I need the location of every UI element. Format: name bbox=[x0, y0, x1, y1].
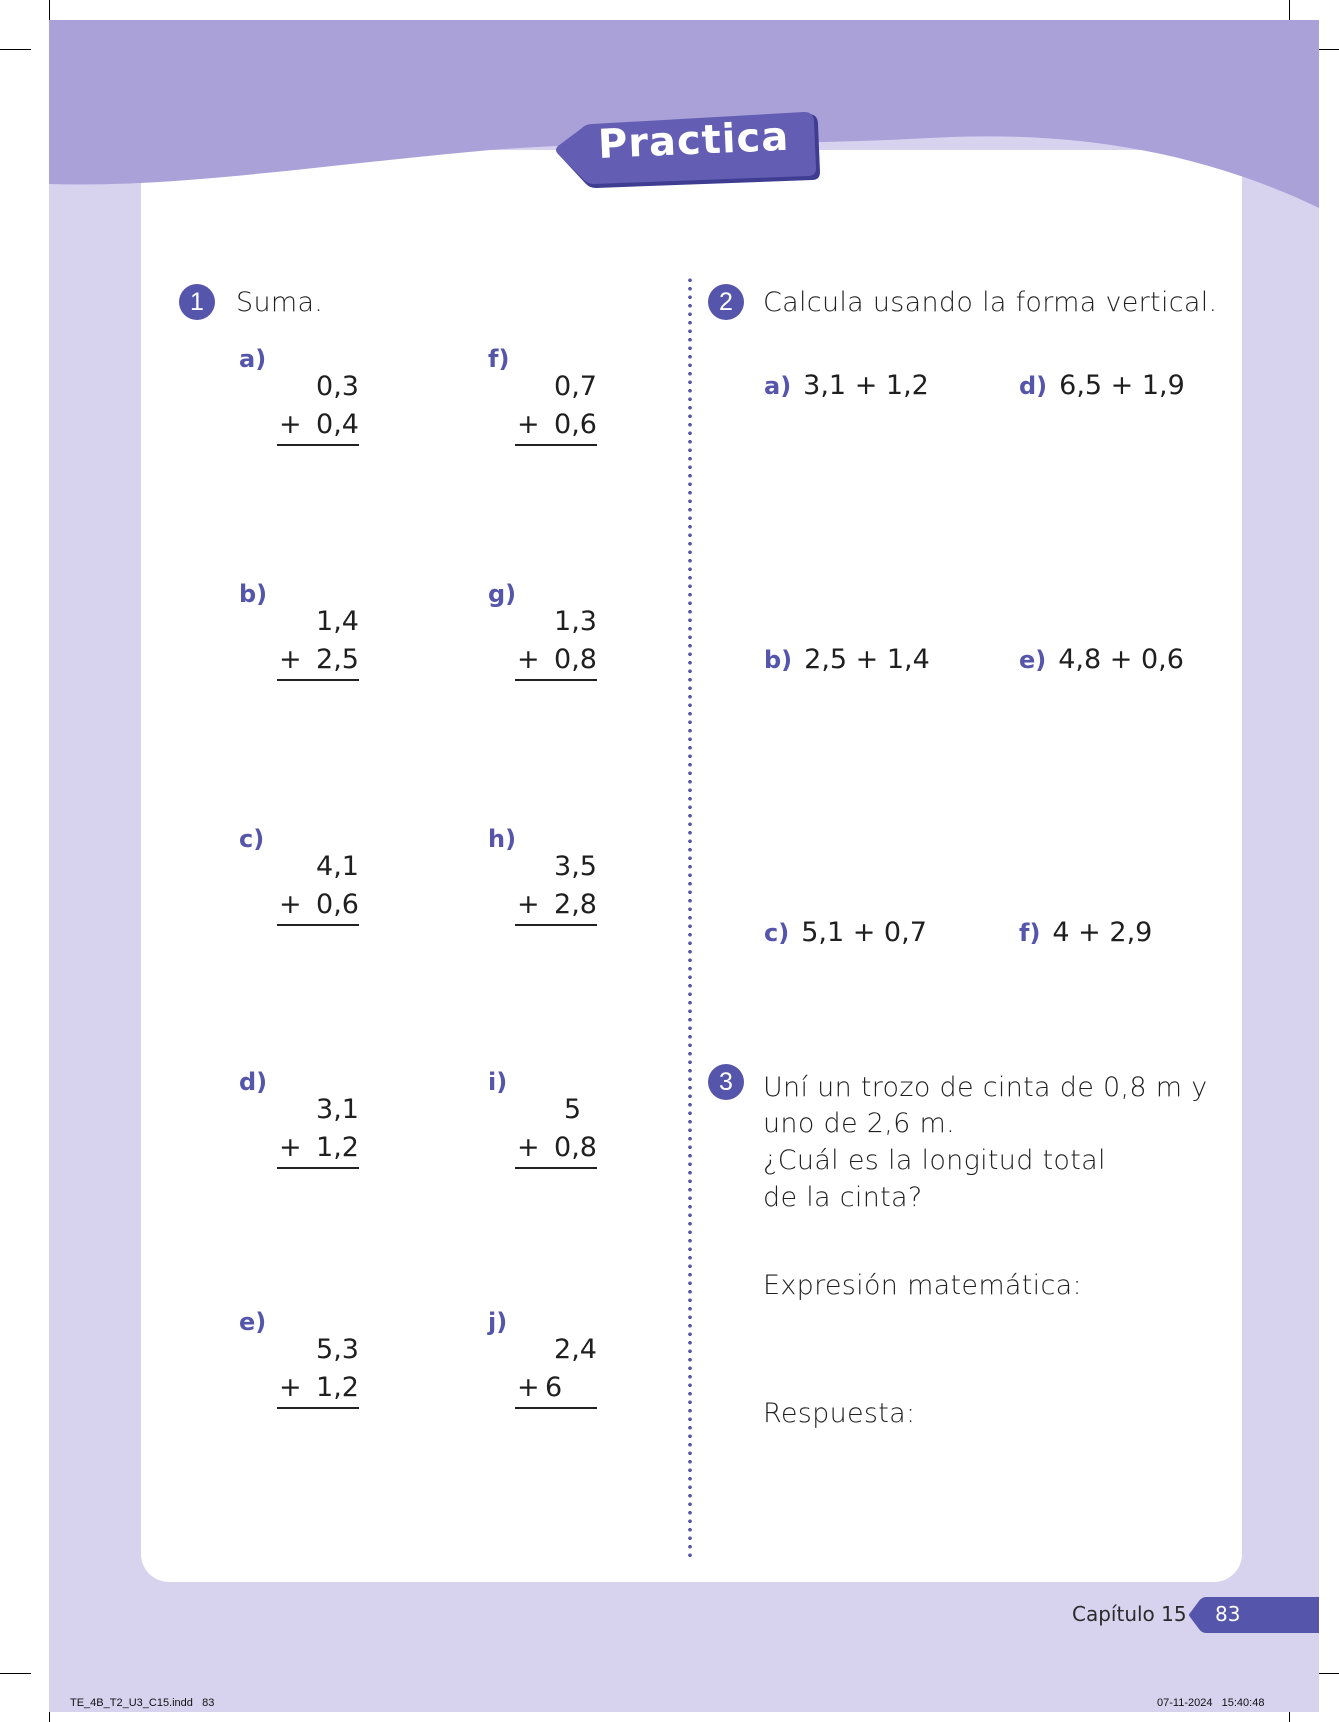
addend-bottom: 0,6 bbox=[554, 409, 597, 440]
exercise-number-badge: 3 bbox=[708, 1064, 744, 1100]
addend-bottom-row bbox=[277, 1129, 359, 1169]
plus-sign: + bbox=[279, 889, 302, 920]
exercise-item bbox=[1019, 644, 1184, 675]
item-label: a) bbox=[764, 372, 792, 400]
plus-sign: + bbox=[517, 409, 540, 440]
problem-line: ¿Cuál es la longitud total bbox=[763, 1145, 1106, 1176]
exercise-item bbox=[1019, 370, 1185, 401]
item-label: i) bbox=[488, 1068, 508, 1096]
addend-top: 2,4 bbox=[554, 1334, 597, 1365]
plus-sign: + bbox=[279, 644, 302, 675]
crop-mark bbox=[0, 49, 31, 50]
section-title: Practica bbox=[596, 113, 791, 168]
addend-bottom: 0,8 bbox=[554, 644, 597, 675]
problem-line: de la cinta? bbox=[763, 1182, 923, 1213]
item-label: e) bbox=[1019, 646, 1047, 674]
addend-top: 1,3 bbox=[554, 606, 597, 637]
exercise-prompt: Suma. bbox=[236, 287, 324, 318]
addend-bottom-row bbox=[277, 641, 359, 681]
addend-bottom: 0,8 bbox=[554, 1132, 597, 1163]
addend-bottom: 1,2 bbox=[316, 1372, 359, 1403]
addend-bottom: 2,8 bbox=[554, 889, 597, 920]
addend-top: 0,7 bbox=[554, 371, 597, 402]
problem-line: Uní un trozo de cinta de 0,8 m y bbox=[763, 1072, 1208, 1103]
item-label: b) bbox=[764, 646, 793, 674]
addend-top: 3,1 bbox=[316, 1094, 359, 1125]
chapter-label: Capítulo 15 bbox=[1072, 1602, 1187, 1626]
crop-mark bbox=[0, 1673, 31, 1674]
vertical-addition bbox=[277, 603, 359, 681]
problem-line: uno de 2,6 m. bbox=[763, 1108, 955, 1139]
plus-sign: + bbox=[517, 889, 540, 920]
addend-top: 5,3 bbox=[316, 1334, 359, 1365]
item-expression: 4 + 2,9 bbox=[1052, 917, 1153, 948]
plus-sign: + bbox=[279, 1372, 302, 1403]
item-label: d) bbox=[239, 1068, 268, 1096]
exercise-number-badge: 2 bbox=[708, 284, 744, 320]
addend-bottom-row bbox=[277, 886, 359, 926]
plus-sign: + bbox=[517, 1132, 540, 1163]
plus-sign: + bbox=[517, 1372, 540, 1403]
plus-sign: + bbox=[279, 1132, 302, 1163]
addend-bottom: 0,6 bbox=[316, 889, 359, 920]
vertical-addition bbox=[515, 1331, 597, 1409]
item-expression: 5,1 + 0,7 bbox=[801, 917, 927, 948]
addend-bottom-row bbox=[515, 1129, 597, 1169]
print-slug-timestamp: 07-11-2024 15:40:48 bbox=[1157, 1697, 1265, 1709]
vertical-addition bbox=[515, 603, 597, 681]
vertical-addition bbox=[277, 848, 359, 926]
page-number: 83 bbox=[1215, 1602, 1241, 1626]
addend-bottom: 6 bbox=[545, 1372, 563, 1403]
page-number-tab bbox=[1188, 1597, 1319, 1633]
item-label: h) bbox=[488, 825, 517, 853]
vertical-addition bbox=[515, 368, 597, 446]
addend-bottom-row bbox=[515, 641, 597, 681]
addend-top: 5 bbox=[563, 1094, 581, 1125]
answer-label: Respuesta: bbox=[763, 1398, 916, 1429]
item-label: c) bbox=[239, 825, 265, 853]
addend-bottom: 1,2 bbox=[316, 1132, 359, 1163]
item-label: e) bbox=[239, 1308, 267, 1336]
addend-top: 4,1 bbox=[316, 851, 359, 882]
addend-top: 3,5 bbox=[554, 851, 597, 882]
plus-sign: + bbox=[517, 644, 540, 675]
plus-sign: + bbox=[279, 409, 302, 440]
vertical-addition bbox=[515, 848, 597, 926]
item-expression: 4,8 + 0,6 bbox=[1058, 644, 1184, 675]
item-label: f) bbox=[488, 345, 510, 373]
item-label: g) bbox=[488, 580, 517, 608]
addend-top: 0,3 bbox=[316, 371, 359, 402]
print-slug-file: TE_4B_T2_U3_C15.indd 83 bbox=[70, 1697, 215, 1709]
addend-bottom-row bbox=[277, 1369, 359, 1409]
item-label: c) bbox=[764, 919, 790, 947]
addend-top: 1,4 bbox=[316, 606, 359, 637]
item-expression: 2,5 + 1,4 bbox=[804, 644, 930, 675]
exercise-item bbox=[764, 644, 930, 675]
vertical-addition bbox=[277, 1091, 359, 1169]
vertical-addition bbox=[515, 1091, 597, 1169]
exercise-number-badge: 1 bbox=[179, 284, 215, 320]
exercise-item bbox=[764, 370, 929, 401]
item-label: d) bbox=[1019, 372, 1048, 400]
addend-bottom-row bbox=[277, 406, 359, 446]
item-label: b) bbox=[239, 580, 268, 608]
exercise-item bbox=[764, 917, 927, 948]
addend-bottom: 0,4 bbox=[316, 409, 359, 440]
addend-bottom-row bbox=[515, 886, 597, 926]
item-label: a) bbox=[239, 345, 267, 373]
dotted-divider bbox=[688, 276, 692, 1558]
addend-bottom-row bbox=[515, 1369, 597, 1409]
exercise-prompt: Calcula usando la forma vertical. bbox=[763, 287, 1218, 318]
vertical-addition bbox=[277, 1331, 359, 1409]
item-expression: 6,5 + 1,9 bbox=[1059, 370, 1185, 401]
item-label: f) bbox=[1019, 919, 1041, 947]
exercise-item bbox=[1019, 917, 1152, 948]
item-label: j) bbox=[488, 1308, 508, 1336]
addend-bottom-row bbox=[515, 406, 597, 446]
vertical-addition bbox=[277, 368, 359, 446]
addend-bottom: 2,5 bbox=[316, 644, 359, 675]
expression-label: Expresión matemática: bbox=[763, 1270, 1082, 1301]
item-expression: 3,1 + 1,2 bbox=[803, 370, 929, 401]
